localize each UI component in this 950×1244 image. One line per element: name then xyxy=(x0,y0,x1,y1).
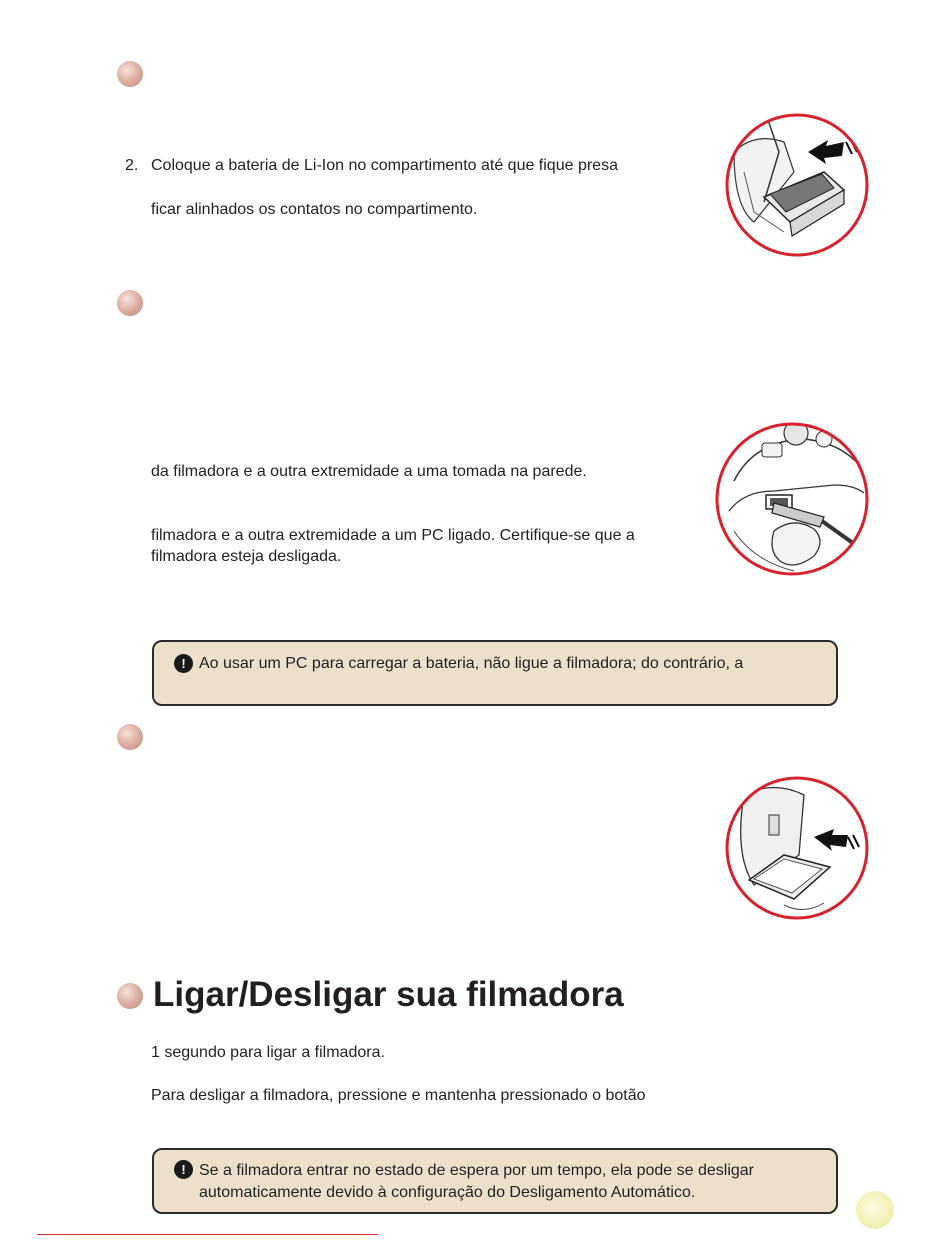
power-line-2: Para desligar a filmadora, pressione e mantenha pressionado o botão xyxy=(151,1087,646,1104)
battery-step-line-2: ficar alinhados os contatos no compartimento. xyxy=(151,201,478,218)
page-number-marker xyxy=(856,1191,894,1229)
section-bullet-battery xyxy=(117,61,143,87)
usb-charging-illustration xyxy=(714,421,870,577)
power-section-title: Ligar/Desligar sua filmadora xyxy=(153,975,624,1014)
charging-line-1: da filmadora e a outra extremidade a uma tomada na parede. xyxy=(151,463,587,480)
charging-warning-text: Ao usar um PC para carregar a bateria, não ligue a filmadora; do contrário, a xyxy=(199,655,744,672)
battery-step-number: 2. xyxy=(125,157,139,174)
memory-card-insertion-illustration xyxy=(724,775,870,921)
power-warning-note xyxy=(152,1148,838,1214)
warning-icon: ! xyxy=(174,654,193,673)
section-bullet-memory-card xyxy=(117,724,143,750)
section-bullet-power xyxy=(117,983,143,1009)
charging-line-3: filmadora esteja desligada. xyxy=(151,548,342,565)
charging-warning-note xyxy=(152,640,838,706)
warning-icon: ! xyxy=(174,1160,193,1179)
power-warning-line-2: automaticamente devido à configuração do Desligamento Automático. xyxy=(199,1184,696,1201)
footer-rule xyxy=(37,1234,378,1235)
power-line-1: 1 segundo para ligar a filmadora. xyxy=(151,1044,385,1061)
charging-line-2: filmadora e a outra extremidade a um PC ligado. Certifique-se que a xyxy=(151,527,635,544)
power-warning-line-1: Se a filmadora entrar no estado de espera por um tempo, ela pode se desligar xyxy=(199,1162,754,1179)
battery-insertion-illustration xyxy=(724,112,870,258)
battery-step-line-1: Coloque a bateria de Li-Ion no compartimento até que fique presa xyxy=(151,157,618,174)
section-bullet-charging xyxy=(117,290,143,316)
